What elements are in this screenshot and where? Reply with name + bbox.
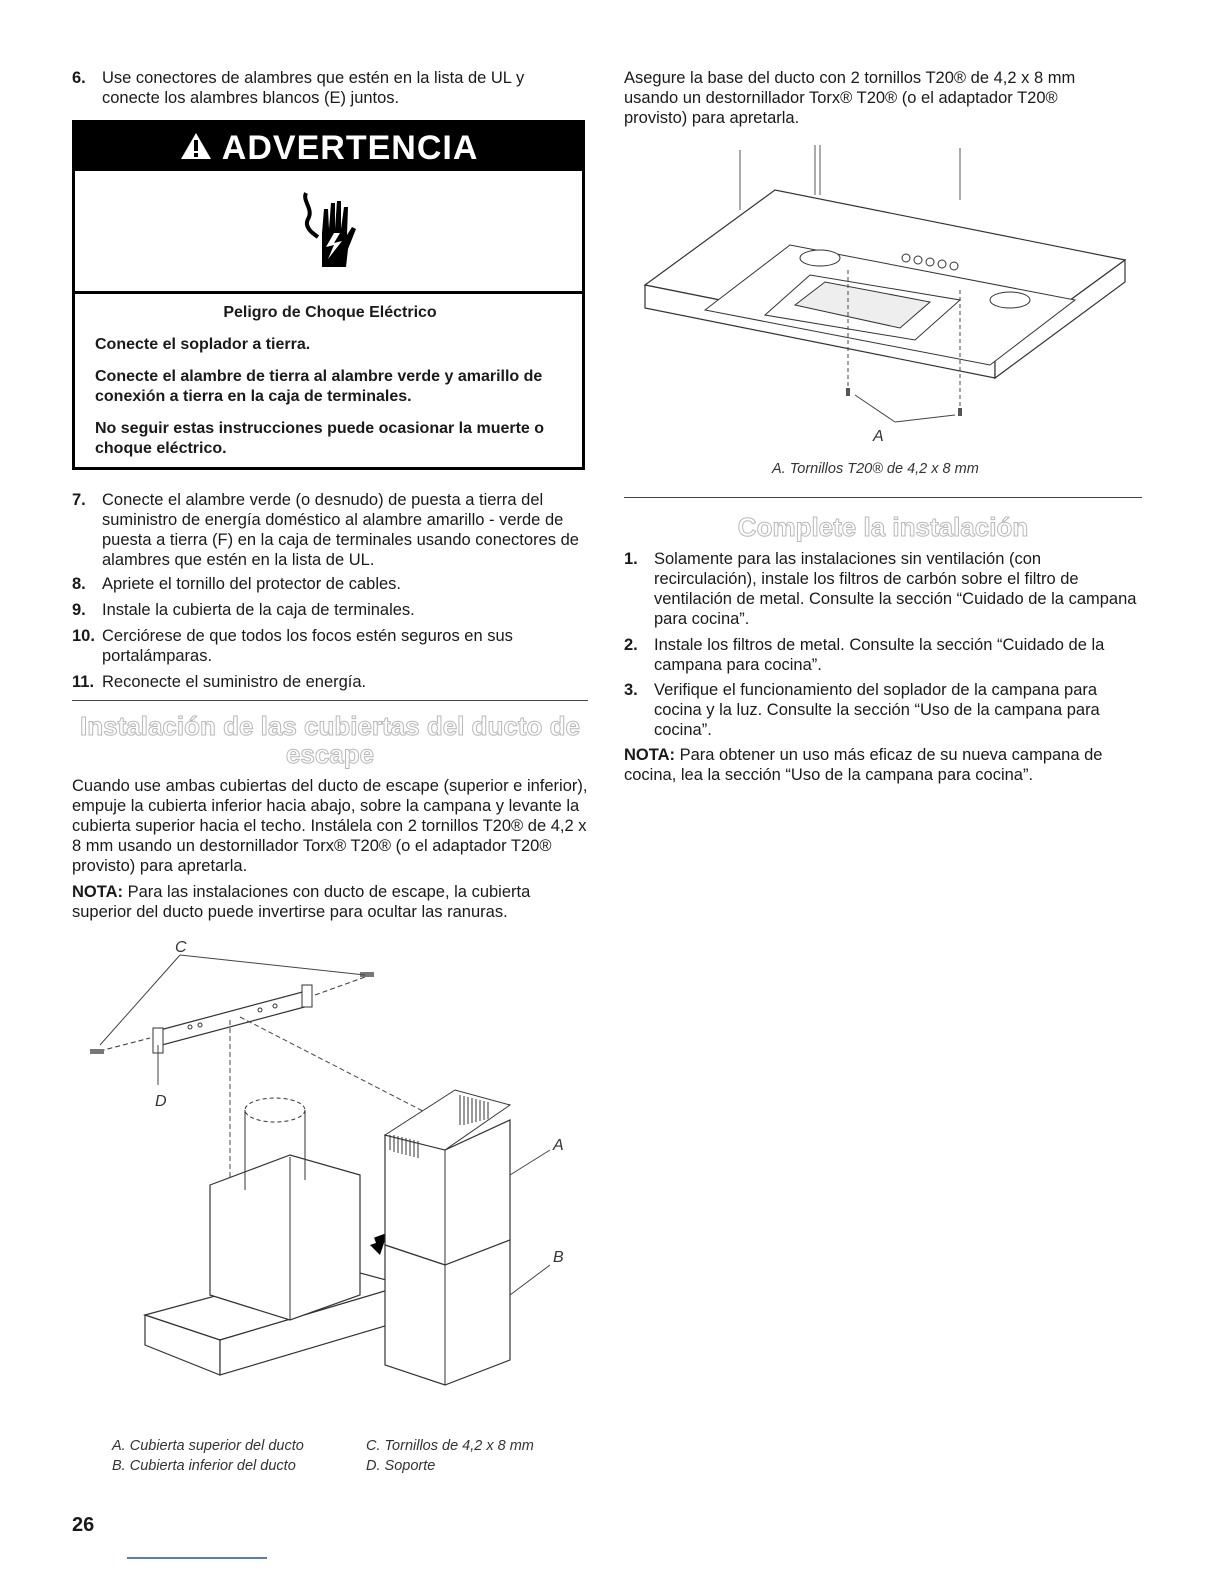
step-text: Solamente para las instalaciones sin ventilación (con recirculación), instale los filtros de carbón sobre el filtro de ventilación de metal. Consulte la sección “Cuidado de la campana para cocina”. bbox=[654, 550, 1137, 628]
nota-text: Para obtener un uso más eficaz de su nueva campana de cocina, lea la sección “Uso de la campana para cocina”. bbox=[624, 746, 1103, 784]
duct-cover-diagram bbox=[80, 935, 600, 1435]
nota-complete bbox=[624, 745, 1142, 785]
bottom-underline bbox=[127, 1557, 267, 1559]
warning-pictogram bbox=[75, 171, 582, 294]
section-title-complete: Complete la instalación bbox=[737, 512, 1029, 542]
warning-line-1: Conecte el soplador a tierra. bbox=[95, 336, 311, 353]
step-number: 6. bbox=[72, 69, 86, 87]
nota-label: NOTA: bbox=[624, 746, 676, 764]
step-number: 1. bbox=[624, 550, 638, 568]
step-text: Instale los filtros de metal. Consulte la sección “Cuidado de la campana para cocina”. bbox=[654, 636, 1105, 674]
step-number: 10. bbox=[72, 627, 95, 645]
step-text: Cerciórese de que todos los focos estén seguros en sus portalámparas. bbox=[102, 627, 513, 665]
step-text: Verifique el funcionamiento del soplador de la campana para cocina y la luz. Consulte la sección “Uso de la campana para cocina”. bbox=[654, 681, 1100, 739]
step-text: Conecte el alambre verde (o desnudo) de puesta a tierra del suministro de energía doméstico al alambre amarillo - verde de puesta a tierra (F) en la caja de terminales usando conectores de alambres que estén en la lista de UL. bbox=[102, 491, 579, 569]
hood-base-diagram bbox=[630, 140, 1140, 430]
caption-c: C. Tornillos de 4,2 x 8 mm bbox=[366, 1438, 534, 1454]
section-title-ducto: Instalación de las cubiertas del ducto de escape bbox=[80, 711, 580, 769]
fig-label-d: D bbox=[155, 1093, 167, 1110]
nota-ducto bbox=[72, 882, 588, 922]
section-body-ducto: Cuando use ambas cubiertas del ducto de escape (superior e inferior), empuje la cubierta inferior hacia abajo, sobre la campana y levante la cubierta superior hacia el techo. Instálela con 2 tornillos T20® de 4,2 x 8 mm usando un destornillador Torx® T20® (o el adaptador T20® provisto) para apretarla. bbox=[72, 777, 588, 875]
step-number: 9. bbox=[72, 601, 86, 619]
step-number: 7. bbox=[72, 491, 86, 509]
step-text: Apriete el tornillo del protector de cables. bbox=[102, 575, 401, 593]
warning-box bbox=[72, 120, 585, 470]
step-text: Instale la cubierta de la caja de terminales. bbox=[102, 601, 415, 619]
intro-text: Asegure la base del ducto con 2 tornillos T20® de 4,2 x 8 mm usando un destornillador Torx® T20® (o el adaptador T20® provisto) para apretarla. bbox=[624, 69, 1076, 127]
fig-label-a: A bbox=[553, 1137, 564, 1154]
electric-shock-hand-icon bbox=[300, 189, 360, 275]
fig-label-b: B bbox=[553, 1249, 564, 1266]
warning-triangle-icon bbox=[179, 125, 213, 175]
fig-label-a-right: A bbox=[873, 428, 884, 445]
section-divider bbox=[72, 700, 588, 701]
warning-line-2: Conecte el alambre de tierra al alambre verde y amarillo de conexión a tierra en la caja de terminales. bbox=[95, 368, 543, 405]
warning-text bbox=[95, 303, 565, 471]
nota-label: NOTA: bbox=[72, 883, 124, 901]
warning-header bbox=[75, 123, 582, 171]
step-number: 2. bbox=[624, 636, 638, 654]
fig-label-c: C bbox=[175, 939, 187, 956]
caption-a: A. Cubierta superior del ducto bbox=[112, 1438, 304, 1454]
section-divider-right bbox=[624, 497, 1142, 498]
warning-title: Peligro de Choque Eléctrico bbox=[223, 304, 437, 321]
step-number: 8. bbox=[72, 575, 86, 593]
step-text: Reconecte el suministro de energía. bbox=[102, 673, 367, 691]
caption-screws: A. Tornillos T20® de 4,2 x 8 mm bbox=[772, 461, 979, 477]
caption-d: D. Soporte bbox=[366, 1458, 436, 1474]
step-number: 3. bbox=[624, 681, 638, 699]
nota-text: Para las instalaciones con ducto de escape, la cubierta superior del ducto puede invertirse para ocultar las ranuras. bbox=[72, 883, 531, 921]
warning-header-text: ADVERTENCIA bbox=[221, 129, 479, 167]
warning-line-3: No seguir estas instrucciones puede ocasionar la muerte o choque eléctrico. bbox=[95, 420, 545, 457]
page-number: 26 bbox=[72, 1514, 95, 1536]
step-text: Use conectores de alambres que estén en la lista de UL y conecte los alambres blancos (E) juntos. bbox=[102, 69, 525, 107]
step-number: 11. bbox=[72, 673, 95, 691]
caption-b: B. Cubierta inferior del ducto bbox=[112, 1458, 296, 1474]
